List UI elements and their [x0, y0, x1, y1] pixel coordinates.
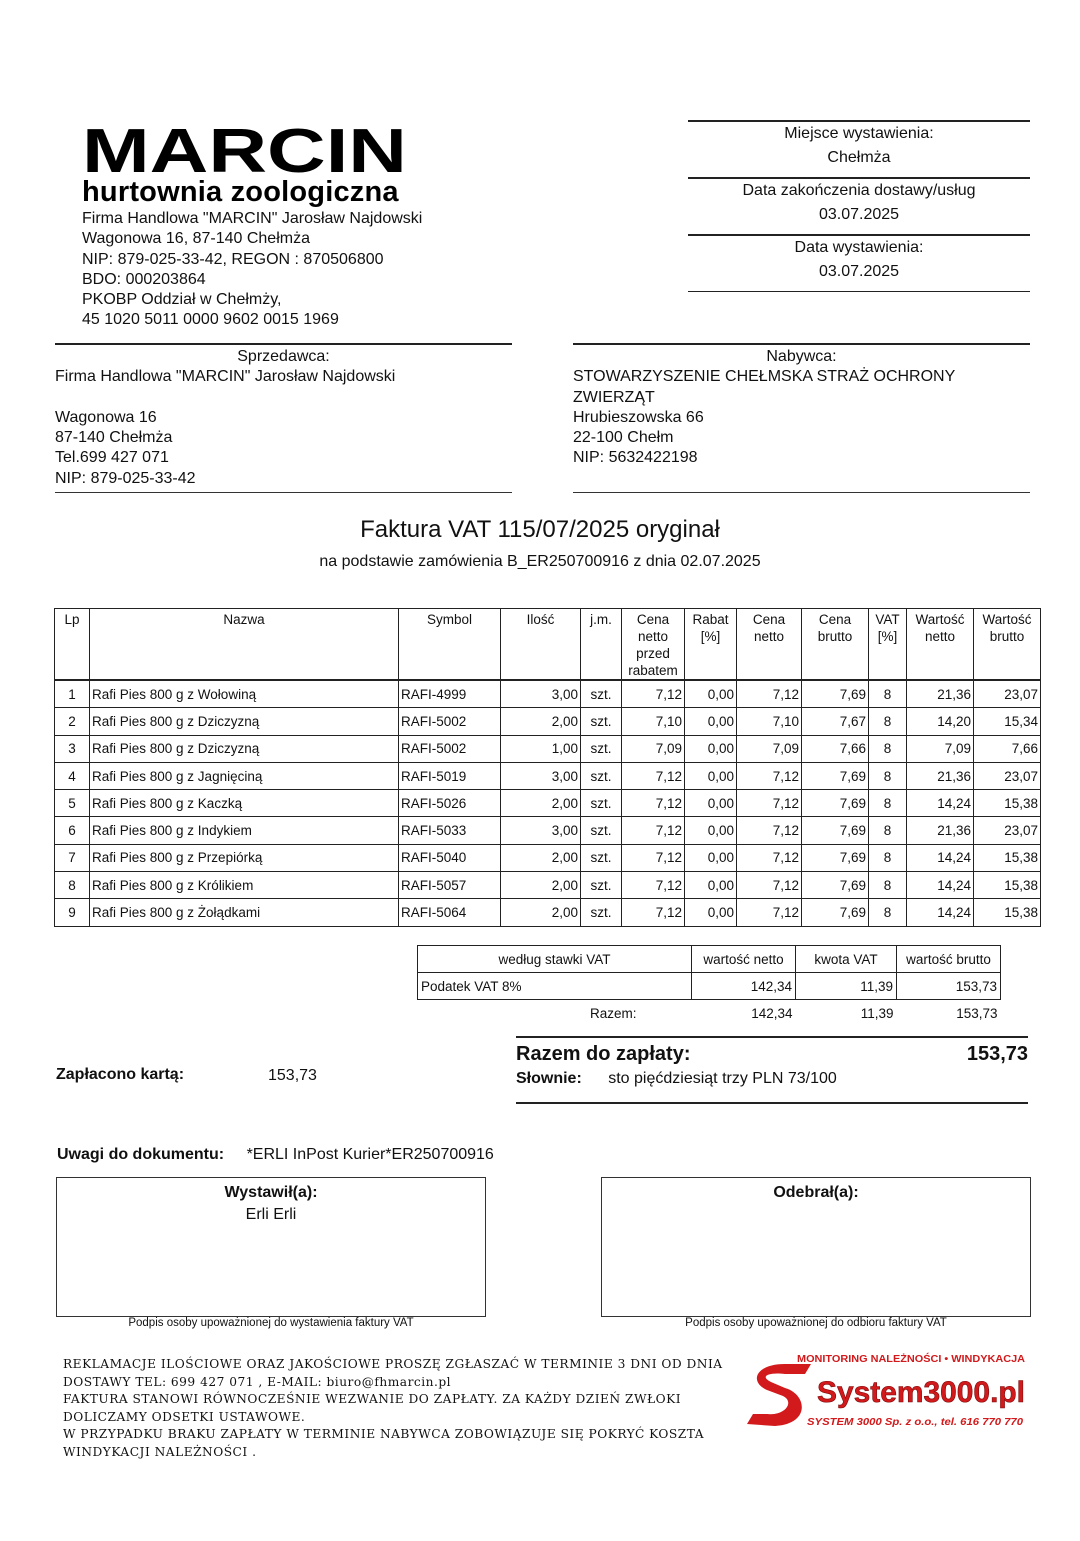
row-gross-price: 7,69 — [802, 680, 869, 708]
row-lp: 3 — [55, 735, 90, 762]
row-vat: 8 — [869, 790, 907, 817]
vat-total-vat: 11,39 — [860, 1005, 894, 1021]
row-vat: 8 — [869, 872, 907, 899]
footer-line: DOLICZAMY ODSETKI USTAWOWE. — [63, 1409, 306, 1424]
col-header: Rabat [%] — [685, 609, 737, 681]
row-lp: 2 — [55, 708, 90, 735]
row-qty: 3,00 — [501, 817, 581, 844]
seller-city: 87-140 Chełmża — [55, 429, 173, 447]
row-net-price: 7,12 — [737, 680, 802, 708]
vat-row — [418, 973, 1001, 1000]
issuer-label: Wystawił(a): — [224, 1184, 318, 1201]
row-lp: 7 — [55, 844, 90, 871]
row-vat: 8 — [869, 817, 907, 844]
buyer-nip: NIP: 5632422198 — [573, 449, 698, 467]
receiver-caption: Podpis osoby upoważnionej do odbioru faktury VAT — [685, 1317, 947, 1329]
row-gross-value: 7,66 — [974, 735, 1041, 762]
row-discount: 0,00 — [685, 899, 737, 926]
row-discount: 0,00 — [685, 790, 737, 817]
issuer-signature-box — [56, 1177, 486, 1317]
meta-divider — [688, 291, 1030, 292]
buyer-name-cont: ZWIERZĄT — [573, 388, 655, 406]
row-discount: 0,00 — [685, 680, 737, 708]
row-discount: 0,00 — [685, 762, 737, 789]
delivery-date-label: Data zakończenia dostawy/usług — [688, 177, 1030, 206]
row-lp: 6 — [55, 817, 90, 844]
issue-date-value: 03.07.2025 — [818, 263, 900, 280]
items-table — [54, 608, 1041, 927]
vat-gross: 153,73 — [897, 973, 1001, 1000]
ad-brand: System3000.pl — [817, 1376, 1025, 1409]
col-header: Wartość brutto — [974, 609, 1041, 681]
row-net-value: 21,36 — [907, 680, 974, 708]
row-net-value: 14,24 — [907, 899, 974, 926]
row-gross-price: 7,69 — [802, 817, 869, 844]
buyer-street: Hrubieszowska 66 — [573, 408, 704, 426]
footer-line: DOSTAWY TEL: 699 427 071 , E-MAIL: biuro@fhmarcin.pl — [63, 1374, 452, 1389]
row-net-price: 7,12 — [737, 790, 802, 817]
seller-name: Firma Handlowa "MARCIN" Jarosław Najdowski — [55, 368, 396, 386]
notes-value: *ERLI InPost Kurier*ER250700916 — [246, 1146, 494, 1163]
row-price-before: 7,09 — [622, 735, 685, 762]
s-arrow-icon — [747, 1364, 811, 1426]
row-name: Rafi Pies 800 g z Przepiórką — [90, 844, 399, 871]
header-line: Wagonowa 16, 87-140 Chełmża — [82, 230, 310, 248]
row-unit: szt. — [581, 790, 622, 817]
col-header: Wartość netto — [907, 609, 974, 681]
words-value: sto pięćdziesiąt trzy PLN 73/100 — [608, 1070, 837, 1087]
row-vat: 8 — [869, 762, 907, 789]
logo-tagline: hurtownia zoologiczna — [82, 176, 399, 208]
row-unit: szt. — [581, 844, 622, 871]
header-line: NIP: 879-025-33-42, REGON : 870506800 — [82, 250, 384, 268]
row-price-before: 7,10 — [622, 708, 685, 735]
vat-total-net: 142,34 — [751, 1005, 793, 1021]
row-name: Rafi Pies 800 g z Żołądkami — [90, 899, 399, 926]
buyer-block — [573, 343, 1030, 493]
row-gross-value: 15,38 — [974, 872, 1041, 899]
row-symbol: RAFI-5033 — [399, 817, 501, 844]
row-price-before: 7,12 — [622, 872, 685, 899]
vat-total-label: Razem: — [589, 1005, 637, 1021]
notes-label: Uwagi do dokumentu: — [57, 1146, 225, 1163]
row-price-before: 7,12 — [622, 844, 685, 871]
row-gross-value: 15,38 — [974, 790, 1041, 817]
buyer-label: Nabywca: — [573, 343, 1030, 367]
spacer — [55, 388, 512, 408]
vat-net: 142,34 — [692, 973, 796, 1000]
row-gross-value: 15,34 — [974, 708, 1041, 735]
invoice-meta — [688, 120, 1030, 292]
items-body — [55, 680, 1041, 926]
row-gross-value: 23,07 — [974, 680, 1041, 708]
row-lp: 1 — [55, 680, 90, 708]
place-label: Miejsce wystawienia: — [688, 120, 1030, 149]
issuer-name: Erli Erli — [245, 1206, 297, 1223]
row-net-price: 7,12 — [737, 817, 802, 844]
spacer — [573, 469, 1030, 489]
table-row — [55, 872, 1041, 899]
paid-value: 153,73 — [268, 1067, 317, 1084]
seller-block — [55, 343, 512, 493]
seller-tel: Tel.699 427 071 — [55, 449, 169, 467]
row-price-before: 7,12 — [622, 899, 685, 926]
buyer-city: 22-100 Chełm — [573, 429, 674, 447]
row-unit: szt. — [581, 817, 622, 844]
row-symbol: RAFI-5002 — [399, 735, 501, 762]
table-row — [55, 762, 1041, 789]
footer-terms — [63, 1356, 743, 1461]
row-qty: 2,00 — [501, 708, 581, 735]
row-discount: 0,00 — [685, 872, 737, 899]
logo-wordmark: MARCIN — [82, 118, 407, 178]
row-net-price: 7,09 — [737, 735, 802, 762]
row-gross-price: 7,69 — [802, 790, 869, 817]
receiver-label: Odebrał(a): — [773, 1184, 859, 1201]
row-name: Rafi Pies 800 g z Wołowiną — [90, 680, 399, 708]
row-discount: 0,00 — [685, 844, 737, 871]
col-header: Lp — [55, 609, 90, 681]
row-net-value: 14,24 — [907, 844, 974, 871]
row-lp: 5 — [55, 790, 90, 817]
row-qty: 3,00 — [501, 762, 581, 789]
row-net-value: 14,24 — [907, 790, 974, 817]
table-row — [55, 899, 1041, 926]
col-header: j.m. — [581, 609, 622, 681]
buyer-name: STOWARZYSZENIE CHEŁMSKA STRAŻ OCHRONY — [573, 368, 956, 386]
table-row — [55, 680, 1041, 708]
row-gross-price: 7,69 — [802, 899, 869, 926]
row-name: Rafi Pies 800 g z Dziczyzną — [90, 708, 399, 735]
row-symbol: RAFI-5026 — [399, 790, 501, 817]
items-header-row — [55, 609, 1041, 681]
row-gross-value: 15,38 — [974, 899, 1041, 926]
due-divider — [516, 1102, 1028, 1104]
header-line: Firma Handlowa "MARCIN" Jarosław Najdowski — [82, 210, 423, 227]
row-unit: szt. — [581, 872, 622, 899]
row-unit: szt. — [581, 680, 622, 708]
table-row — [55, 790, 1041, 817]
row-net-value: 21,36 — [907, 817, 974, 844]
col-header: Cena netto przed rabatem — [622, 609, 685, 681]
table-row — [55, 708, 1041, 735]
row-symbol: RAFI-5064 — [399, 899, 501, 926]
table-row — [55, 817, 1041, 844]
row-qty: 3,00 — [501, 680, 581, 708]
row-gross-price: 7,69 — [802, 872, 869, 899]
row-qty: 2,00 — [501, 899, 581, 926]
col-header: Nazwa — [90, 609, 399, 681]
row-vat: 8 — [869, 899, 907, 926]
row-unit: szt. — [581, 708, 622, 735]
table-row — [55, 844, 1041, 871]
row-name: Rafi Pies 800 g z Kaczką — [90, 790, 399, 817]
row-net-price: 7,12 — [737, 872, 802, 899]
col-header: Ilość — [501, 609, 581, 681]
row-qty: 2,00 — [501, 872, 581, 899]
footer-line: W PRZYPADKU BRAKU ZAPŁATY W TERMINIE NABYWCA ZOBOWIĄZUJE SIĘ POKRYĆ KOSZTA — [63, 1427, 704, 1441]
row-net-price: 7,10 — [737, 708, 802, 735]
paid-label: Zapłacono kartą: — [56, 1066, 185, 1083]
amount-due-label: Razem do zapłaty: — [516, 1043, 691, 1065]
company-header — [82, 209, 422, 331]
row-symbol: RAFI-5019 — [399, 762, 501, 789]
row-lp: 8 — [55, 872, 90, 899]
row-unit: szt. — [581, 735, 622, 762]
vat-col-header: wartość netto — [692, 946, 796, 973]
issue-date-label: Data wystawienia: — [688, 234, 1030, 263]
row-price-before: 7,12 — [622, 680, 685, 708]
amount-due-block — [516, 1036, 1028, 1104]
row-vat: 8 — [869, 708, 907, 735]
row-net-price: 7,12 — [737, 762, 802, 789]
col-header: Symbol — [399, 609, 501, 681]
row-qty: 1,00 — [501, 735, 581, 762]
vat-col-header: kwota VAT — [796, 946, 897, 973]
company-logo — [82, 118, 412, 178]
row-qty: 2,00 — [501, 790, 581, 817]
vat-total-row — [418, 1000, 1001, 1027]
seller-divider — [55, 492, 512, 493]
row-gross-price: 7,69 — [802, 762, 869, 789]
row-price-before: 7,12 — [622, 790, 685, 817]
row-name: Rafi Pies 800 g z Indykiem — [90, 817, 399, 844]
row-net-value: 7,09 — [907, 735, 974, 762]
seller-label: Sprzedawca: — [55, 343, 512, 367]
row-symbol: RAFI-5002 — [399, 708, 501, 735]
col-header: VAT [%] — [869, 609, 907, 681]
seller-nip: NIP: 879-025-33-42 — [55, 469, 196, 487]
ad-bottom-text: SYSTEM 3000 Sp. z o.o., tel. 616 770 770 — [807, 1417, 1024, 1428]
row-name: Rafi Pies 800 g z Jagnięciną — [90, 762, 399, 789]
footer-line: FAKTURA STANOWI RÓWNOCZEŚNIE WEZWANIE DO ZAPŁATY. ZA KAŻDY DZIEŃ ZWŁOKI — [63, 1392, 682, 1406]
row-gross-price: 7,67 — [802, 708, 869, 735]
row-gross-price: 7,66 — [802, 735, 869, 762]
row-net-price: 7,12 — [737, 899, 802, 926]
row-price-before: 7,12 — [622, 762, 685, 789]
row-lp: 9 — [55, 899, 90, 926]
row-price-before: 7,12 — [622, 817, 685, 844]
row-net-price: 7,12 — [737, 844, 802, 871]
invoice-subtitle: na podstawie zamówienia B_ER250700916 z dnia 02.07.2025 — [319, 553, 761, 570]
header-line: 45 1020 5011 0000 9602 0015 1969 — [82, 311, 339, 329]
row-net-value: 21,36 — [907, 762, 974, 789]
vat-summary-table — [417, 945, 1001, 1026]
row-gross-value: 23,07 — [974, 762, 1041, 789]
words-label: Słownie: — [516, 1070, 582, 1087]
row-net-value: 14,24 — [907, 872, 974, 899]
ad-top-text: MONITORING NALEŻNOŚCI • WINDYKACJA — [797, 1354, 1007, 1365]
row-vat: 8 — [869, 735, 907, 762]
row-gross-value: 15,38 — [974, 844, 1041, 871]
vat-amount: 11,39 — [796, 973, 897, 1000]
delivery-date-value: 03.07.2025 — [818, 206, 900, 223]
row-discount: 0,00 — [685, 708, 737, 735]
seller-street: Wagonowa 16 — [55, 408, 157, 426]
vat-total-gross: 153,73 — [956, 1005, 998, 1021]
row-unit: szt. — [581, 762, 622, 789]
row-vat: 8 — [869, 844, 907, 871]
buyer-divider — [573, 492, 1030, 493]
header-line: BDO: 000203864 — [82, 270, 206, 288]
row-name: Rafi Pies 800 g z Królikiem — [90, 872, 399, 899]
invoice-title: Faktura VAT 115/07/2025 oryginał — [360, 516, 720, 543]
vat-col-header: według stawki VAT — [418, 946, 692, 973]
row-discount: 0,00 — [685, 735, 737, 762]
system3000-ad — [745, 1350, 1030, 1435]
row-vat: 8 — [869, 680, 907, 708]
notes — [57, 1146, 494, 1164]
row-net-value: 14,20 — [907, 708, 974, 735]
footer-line: REKLAMACJE ILOŚCIOWE ORAZ JAKOŚCIOWE PROSZĘ ZGŁASZAĆ W TERMINIE 3 DNI OD DNIA — [63, 1357, 723, 1371]
issuer-caption: Podpis osoby upoważnionej do wystawienia faktury VAT — [128, 1317, 414, 1329]
row-lp: 4 — [55, 762, 90, 789]
row-symbol: RAFI-4999 — [399, 680, 501, 708]
amount-due-value: 153,73 — [966, 1043, 1028, 1065]
row-qty: 2,00 — [501, 844, 581, 871]
place-value: Chełmża — [827, 149, 891, 166]
row-symbol: RAFI-5040 — [399, 844, 501, 871]
col-header: Cena brutto — [802, 609, 869, 681]
row-gross-value: 23,07 — [974, 817, 1041, 844]
row-discount: 0,00 — [685, 817, 737, 844]
row-name: Rafi Pies 800 g z Dziczyzną — [90, 735, 399, 762]
col-header: Cena netto — [737, 609, 802, 681]
table-row — [55, 735, 1041, 762]
vat-col-header: wartość brutto — [897, 946, 1001, 973]
vat-rate: Podatek VAT 8% — [418, 973, 692, 1000]
header-line: PKOBP Oddział w Chełmży, — [82, 291, 282, 309]
footer-line: WINDYKACJI NALEŻNOŚCI . — [63, 1444, 257, 1459]
row-symbol: RAFI-5057 — [399, 872, 501, 899]
receiver-signature-box — [601, 1177, 1031, 1317]
row-unit: szt. — [581, 899, 622, 926]
row-gross-price: 7,69 — [802, 844, 869, 871]
